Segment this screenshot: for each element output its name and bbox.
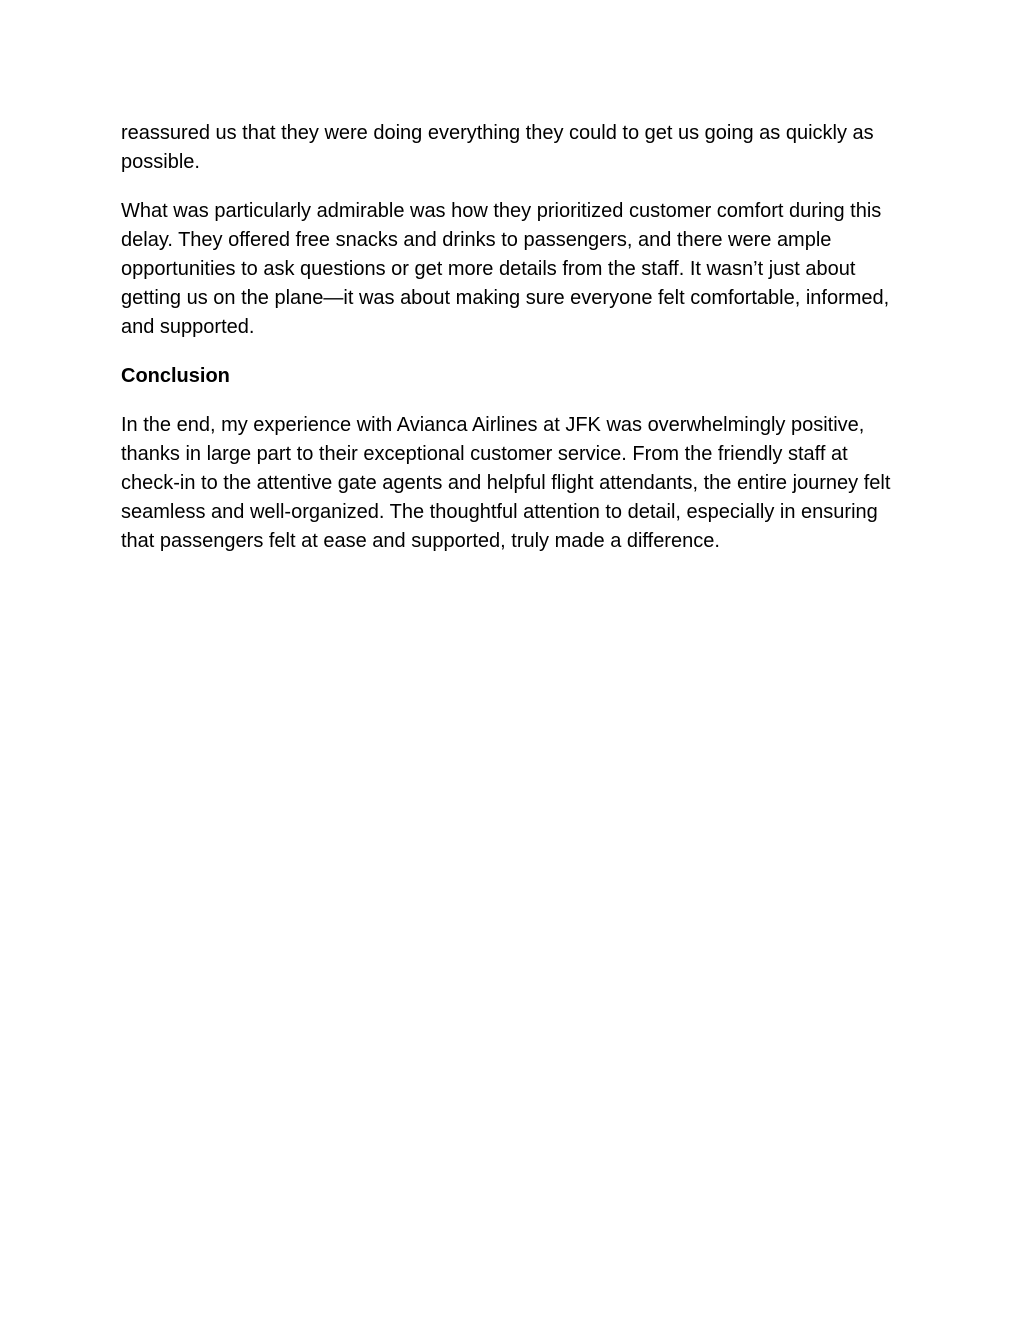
- paragraph-conclusion: In the end, my experience with Avianca Airlines at JFK was overwhelmingly positive, thanks in large part to their exceptional customer service. From the friendly staff at check-in to the attentive gate agents and helpful flight attendants, the entire journey felt seamless and well-organized. The thoughtful attention to detail, especially in ensuring that passengers felt at ease and supported, truly made a difference.: [121, 414, 891, 552]
- paragraph-customer-comfort: What was particularly admirable was how they prioritized customer comfort during this delay. They offered free snacks and drinks to passengers, and there were ample opportunities to ask questions or get more details from the staff. It wasn’t just about getting us on the plane—it was about making sure everyone felt comfortable, informed, and supported.: [121, 200, 890, 338]
- paragraph-reassurance: reassured us that they were doing everything they could to get us going as quickly as possible.: [121, 122, 874, 173]
- document-body: [121, 119, 911, 576]
- section-heading-conclusion: Conclusion: [121, 365, 230, 387]
